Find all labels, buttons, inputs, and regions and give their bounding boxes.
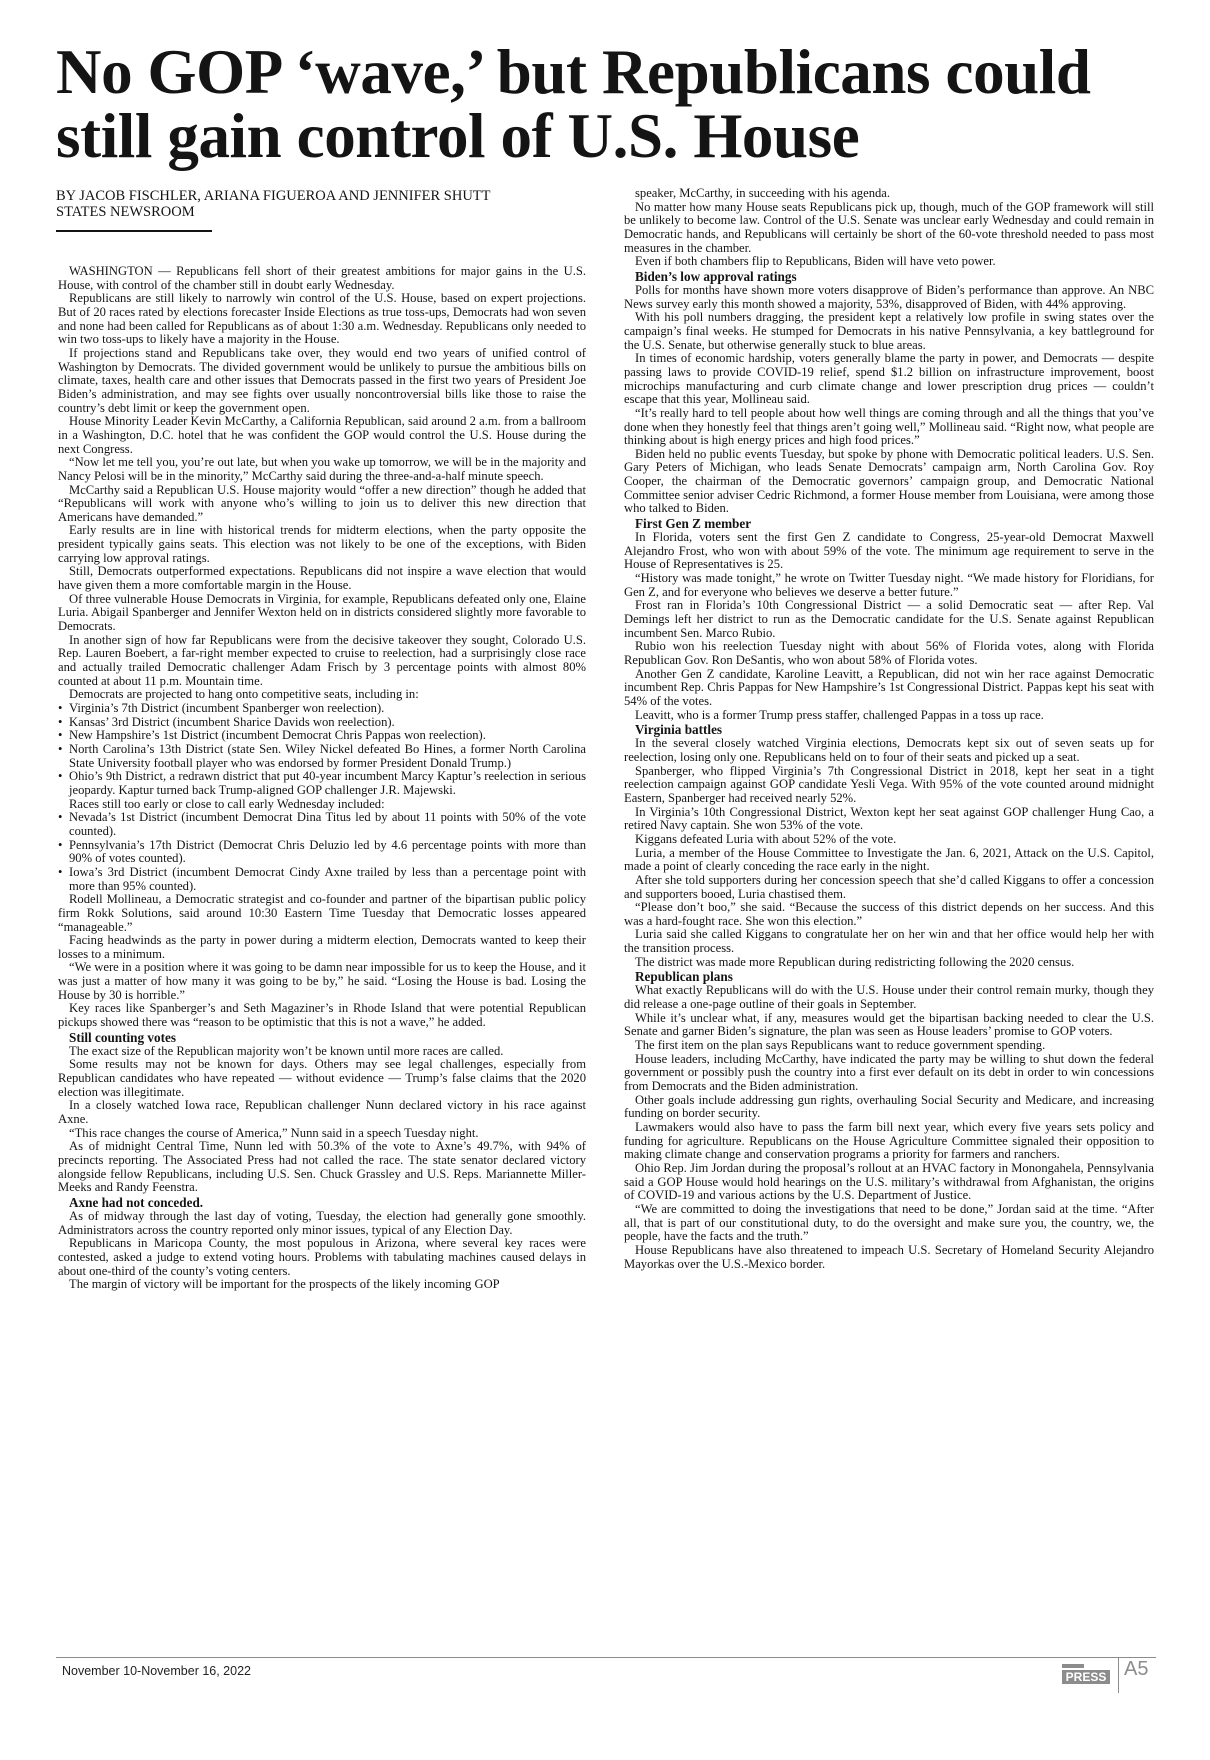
- press-logo-icon: [1060, 1660, 1112, 1686]
- byline: [56, 188, 576, 220]
- paragraph: Some results may not be known for days. Others may see legal challenges, especially from Republican candidates who have repeated — without evidence — Trump’s false claims that the 2020 election was illegitimate.: [58, 1057, 586, 1099]
- bullet-item: • Virginia’s 7th District (incumbent Spanberger won reelection).: [58, 702, 586, 716]
- paragraph: Democrats are projected to hang onto competitive seats, including in:: [69, 687, 419, 702]
- paragraph: If projections stand and Republicans take over, they would end two years of unified control of Washington by Democrats. The divided government would be unlikely to pursue the ambitious bills on climate, taxes, health care and other issues that Democrats passed in the first two years of President Joe Biden’s administration, and may see fights over usually noncontroversial bills like those to raise the country’s debt limit or keep the government open.: [58, 345, 586, 415]
- paragraph: Still, Democrats outperformed expectations. Republicans did not inspire a wave election that would have given them a more comfortable margin in the House.: [58, 564, 586, 593]
- bullet-list: [58, 702, 586, 798]
- section-heading: Republican plans: [635, 969, 733, 985]
- bullet-list: [58, 811, 586, 893]
- paragraph: In the several closely watched Virginia elections, Democrats kept six out of seven seats up for reelection, losing only one. Republicans held on to four of their seats and picked up a seat.: [624, 736, 1154, 764]
- paragraph: As of midnight Central Time, Nunn led with 50.3% of the vote to Axne’s 49.7%, with 94% of precincts reporting. The Associated Press had not called the race. The state senator declared victory alongside fellow Republicans, including U.S. Sen. Chuck Grassley and U.S. Reps. Mariannette Miller-Meeks and Randy Feenstra.: [58, 1139, 586, 1195]
- paragraph: With his poll numbers dragging, the president kept a relatively low profile in swing states over the campaign’s final weeks. He stumped for Democrats in his native Pennsylvania, a key battleground for the U.S. Senate, but otherwise generally stuck to blue areas.: [624, 310, 1154, 352]
- paragraph: Facing headwinds as the party in power during a midterm election, Democrats wanted to keep their losses to a minimum.: [58, 933, 586, 961]
- paragraph: House Minority Leader Kevin McCarthy, a California Republican, said around 2 a.m. from a ballroom in a Washington, D.C. hotel that he was confident the GOP would control the U.S. House during the next Congress.: [58, 414, 586, 456]
- bullet-item: • Ohio’s 9th District, a redrawn district that put 40-year incumbent Marcy Kaptur’s reelection in serious jeopardy. Kaptur turned back Trump-aligned GOP challenger J.R. Majewski.: [58, 770, 586, 797]
- paragraph: What exactly Republicans will do with the U.S. House under their control remain murky, though they did release a one-page outline of their goals in September.: [624, 983, 1154, 1012]
- paragraph: Polls for months have shown more voters disapprove of Biden’s performance than approve. An NBC News survey early this month showed a majority, 53%, disapproved of Biden, with 44% approving.: [624, 282, 1154, 311]
- paragraph: The exact size of the Republican majority won’t be known until more races are called.: [69, 1043, 504, 1058]
- paragraph: The first item on the plan says Republicans want to reduce government spending.: [635, 1038, 1046, 1053]
- paragraph: Biden held no public events Tuesday, but spoke by phone with Democratic political leaders. U.S. Sen. Gary Peters of Michigan, who leads Senate Democrats’ campaign arm, North Carolina Gov. Roy Cooper, the chairman of the Democratic governors’ campaign group, and Democratic National Committee senior adviser Cedric Richmond, a former House member from Louisiana, were among those who talked to Biden.: [624, 446, 1154, 516]
- paragraph: Kiggans defeated Luria with about 52% of the vote.: [635, 831, 897, 846]
- paragraph: “Now let me tell you, you’re out late, but when you wake up tomorrow, we will be in the majority and Nancy Pelosi will be in the minority,” McCarthy said during the three-and-a-half minute speech.: [58, 455, 586, 483]
- paragraph: Rubio won his reelection Tuesday night with about 56% of Florida votes, along with Florida Republican Gov. Ron DeSantis, who won about 58% of Florida votes.: [624, 639, 1154, 667]
- section-heading: Virginia battles: [635, 722, 723, 738]
- paragraph: Even if both chambers flip to Republicans, Biden will have veto power.: [635, 254, 996, 269]
- paragraph: Lawmakers would also have to pass the farm bill next year, which every five years sets policy and funding for agriculture. Republicans on the House Agriculture Committee signaled their opposition to making climate change and conservation programs a priority for farmers and ranchers.: [624, 1120, 1154, 1162]
- paragraph: Republicans in Maricopa County, the most populous in Arizona, where several key races were contested, asked a judge to extend voting hours. Problems with tabulating machines caused delays in about one-third of the county’s voting centers.: [58, 1236, 586, 1278]
- paragraph: Luria, a member of the House Committee to Investigate the Jan. 6, 2021, Attack on the U.S. Capitol, made a point of clearly conceding the race early in the night.: [624, 845, 1154, 874]
- bullet-item: • New Hampshire’s 1st District (incumbent Democrat Chris Pappas won reelection).: [58, 729, 586, 743]
- paragraph: The margin of victory will be important for the prospects of the likely incoming GOP: [69, 1277, 500, 1292]
- paragraph: In Virginia’s 10th Congressional District, Wexton kept her seat against GOP challenger Hung Cao, a retired Navy captain. She won 53% of the vote.: [624, 804, 1154, 833]
- byline-source: STATES NEWSROOM: [56, 204, 195, 220]
- paragraph: In times of economic hardship, voters generally blame the party in power, and Democrats — despite passing laws to provide COVID-19 relief, spend $1.2 billion on infrastructure improvement, boost microchips manufacturing and curb climate change and lower prescription drug prices — couldn’t escape that this year, Mollineau said.: [624, 351, 1154, 407]
- paragraph: “History was made tonight,” he wrote on Twitter Tuesday night. “We made history for Floridians, for Gen Z, and for everyone who believes we deserve a better future.”: [624, 571, 1154, 599]
- paragraph: After she told supporters during her concession speech that she’d called Kiggans to offer a concession and supporters booed, Luria chastised them.: [624, 872, 1154, 901]
- paragraph: Other goals include addressing gun rights, overhauling Social Security and Medicare, and increasing funding on border security.: [624, 1092, 1154, 1121]
- section-heading: Biden’s low approval ratings: [635, 268, 797, 284]
- paragraph: Frost ran in Florida’s 10th Congressional District — a solid Democratic seat — after Rep. Val Demings left her district to run as the Democratic candidate for the U.S. Senate against Republican incumbent Sen. Marco Rubio.: [624, 598, 1154, 640]
- paragraph: Leavitt, who is a former Trump press staffer, challenged Pappas in a toss up race.: [635, 707, 1044, 722]
- paragraph: WASHINGTON — Republicans fell short of their greatest ambitions for major gains in the U.S. House, with control of the chamber still in doubt early Wednesday.: [58, 264, 586, 292]
- paragraph: Rodell Mollineau, a Democratic strategist and co-founder and partner of the bipartisan public policy firm Rokk Solutions, said around 10:30 Eastern Time Tuesday that Democratic losses appeared “manageable.”: [58, 892, 586, 934]
- paragraph: “This race changes the course of America,” Nunn said in a speech Tuesday night.: [69, 1125, 479, 1140]
- paragraph: Early results are in line with historical trends for midterm elections, when the party opposite the president typically gains seats. This election was not likely to be one of the exceptions, with Biden carrying low approval ratings.: [58, 523, 586, 565]
- section-heading: Still counting votes: [69, 1029, 176, 1045]
- paragraph: Luria said she called Kiggans to congratulate her on her win and that her office would help her with the transition process.: [624, 927, 1154, 956]
- paragraph: “We are committed to doing the investigations that need to be done,” Jordan said at the time. “After all, that is part of our constitutional duty, to do the oversight and make sure you, the country, we, the people, have the facts and the truth.”: [624, 1201, 1154, 1244]
- paragraph: The district was made more Republican during redistricting following the 2020 census.: [635, 954, 1075, 969]
- paragraph: speaker, McCarthy, in succeeding with his agenda.: [635, 186, 891, 200]
- bullet-item: • Iowa’s 3rd District (incumbent Democrat Cindy Axne trailed by less than a percentage point with more than 95% counted).: [58, 866, 586, 893]
- paragraph: “Please don’t boo,” she said. “Because the success of this district depends on her success. And this was a hard-fought race. She won this election.”: [624, 900, 1154, 928]
- byline-rule: [56, 230, 212, 232]
- paragraph: While it’s unclear what, if any, measures would get the bipartisan backing needed to clear the U.S. Senate and garner Biden’s signature, the plan was seen as House leaders’ promise to GOP voters.: [624, 1010, 1154, 1039]
- paragraph: McCarthy said a Republican U.S. House majority would “offer a new direction” though he added that “Republicans will work with anyone who’s willing to join us to deliver this new direction that Americans have demanded.”: [58, 482, 586, 524]
- paragraph: Key races like Spanberger’s and Seth Magaziner’s in Rhode Island that were potential Republican pickups showed there was “reason to be optimistic that this is not a wave,” he added.: [58, 1001, 586, 1030]
- paragraph: Races still too early or close to call early Wednesday included:: [69, 796, 385, 811]
- bullet-item: • Kansas’ 3rd District (incumbent Sharice Davids won reelection).: [58, 716, 586, 730]
- paragraph: House Republicans have also threatened to impeach U.S. Secretary of Homeland Security Alejandro Mayorkas over the U.S.-Mexico border.: [624, 1242, 1154, 1271]
- paragraph: Spanberger, who flipped Virginia’s 7th Congressional District in 2018, kept her seat in a tight reelection campaign against GOP candidate Yesli Vega. With 95% of the vote counted around midnight Eastern, Spanberger had received nearly 52%.: [624, 763, 1154, 805]
- paragraph: In Florida, voters sent the first Gen Z candidate to Congress, 25-year-old Democrat Maxwell Alejandro Frost, who won with about 59% of the vote. The minimum age requirement to serve in the House of Representatives is 25.: [624, 530, 1154, 572]
- bullet-item: • Pennsylvania’s 17th District (Democrat Chris Deluzio led by 4.6 percentage points with more than 90% of votes counted).: [58, 839, 586, 866]
- footer-divider: [1118, 1657, 1119, 1693]
- paragraph: “We were in a position where it was going to be damn near impossible for us to keep the House, and it was just a matter of how many it was going to be by,” he said. “Losing the House is bad. Losing the House by 30 is horrible.”: [58, 960, 586, 1002]
- paragraph: In another sign of how far Republicans were from the decisive takeover they sought, Colorado U.S. Rep. Lauren Boebert, a far-right member expected to cruise to reelection, had a surprisingly close race and actually trailed Democratic challenger Adam Frisch by 3 percentage points with almost 80% counted at about 11 p.m. Mountain time.: [58, 632, 586, 688]
- paragraph: In a closely watched Iowa race, Republican challenger Nunn declared victory in his race against Axne.: [58, 1098, 586, 1127]
- page-number: A5: [1124, 1658, 1149, 1680]
- headline: No GOP ‘wave,’ but Republicans could still gain control of U.S. House: [56, 37, 1091, 171]
- press-logo-text: PRESS: [1065, 1670, 1107, 1684]
- bullet-item: • North Carolina’s 13th District (state Sen. Wiley Nickel defeated Bo Hines, a former North Carolina State University football player who was endorsed by former President Donald Trump.): [58, 743, 586, 770]
- paragraph: House leaders, including McCarthy, have indicated the party may be willing to shut down the federal government or possibly push the country into a first ever default on its debt in order to win concessions from Democrats and the Biden administration.: [624, 1051, 1154, 1094]
- paragraph: Of three vulnerable House Democrats in Virginia, for example, Republicans defeated only one, Elaine Luria. Abigail Spanberger and Jennifer Wexton held on in districts considered slightly more favorable to Democrats.: [58, 591, 586, 634]
- paragraph: Republicans are still likely to narrowly win control of the U.S. House, based on expert projections. But of 20 races rated by elections forecaster Inside Elections as true toss-ups, Democrats had won seven and none had been called for Republicans as of about 1:30 a.m. Wednesday. Republicans only needed to win two toss-ups to likely have a majority in the House.: [58, 291, 586, 347]
- bullet-item: • Nevada’s 1st District (incumbent Democrat Dina Titus led by about 11 points with 50% of the vote counted).: [58, 811, 586, 838]
- footer-date: November 10-November 16, 2022: [62, 1664, 251, 1678]
- article-column-left: [58, 265, 586, 1292]
- byline-authors: BY JACOB FISCHLER, ARIANA FIGUEROA AND JENNIFER SHUTT: [56, 188, 491, 204]
- paragraph: No matter how many House seats Republicans pick up, though, much of the GOP framework will still be unlikely to become law. Control of the U.S. Senate was unclear early Wednesday and could remain in Democratic hands, and Republicans will certainly be short of the 60-vote threshold needed to pass most measures in the chamber.: [624, 199, 1154, 255]
- footer-rule: [56, 1657, 1156, 1658]
- paragraph: As of midway through the last day of voting, Tuesday, the election had generally gone smoothly. Administrators across the country reported only minor issues, typical of any Election Day.: [58, 1208, 586, 1237]
- paragraph: Ohio Rep. Jim Jordan during the proposal’s rollout at an HVAC factory in Monongahela, Pennsylvania said a GOP House would hold hearings on the U.S. military’s withdrawal from Afghanistan, the origins of COVID-19 and various actions by the U.S. Department of Justice.: [624, 1160, 1154, 1203]
- article-column-right: [624, 187, 1154, 1271]
- paragraph: “It’s really hard to tell people about how well things are coming through and all the things that you’ve done when they honestly feel that things aren’t going well,” Mollineau said. “Right now, what people are thinking about is high energy prices and high food prices.”: [624, 405, 1154, 448]
- section-heading: Axne had not conceded.: [69, 1194, 204, 1210]
- paragraph: Another Gen Z candidate, Karoline Leavitt, a Republican, did not win her race against Democratic incumbent Rep. Chris Pappas for New Hampshire’s 1st Congressional District. Pappas kept his seat with 54% of the votes.: [624, 666, 1154, 708]
- section-heading: First Gen Z member: [635, 516, 752, 532]
